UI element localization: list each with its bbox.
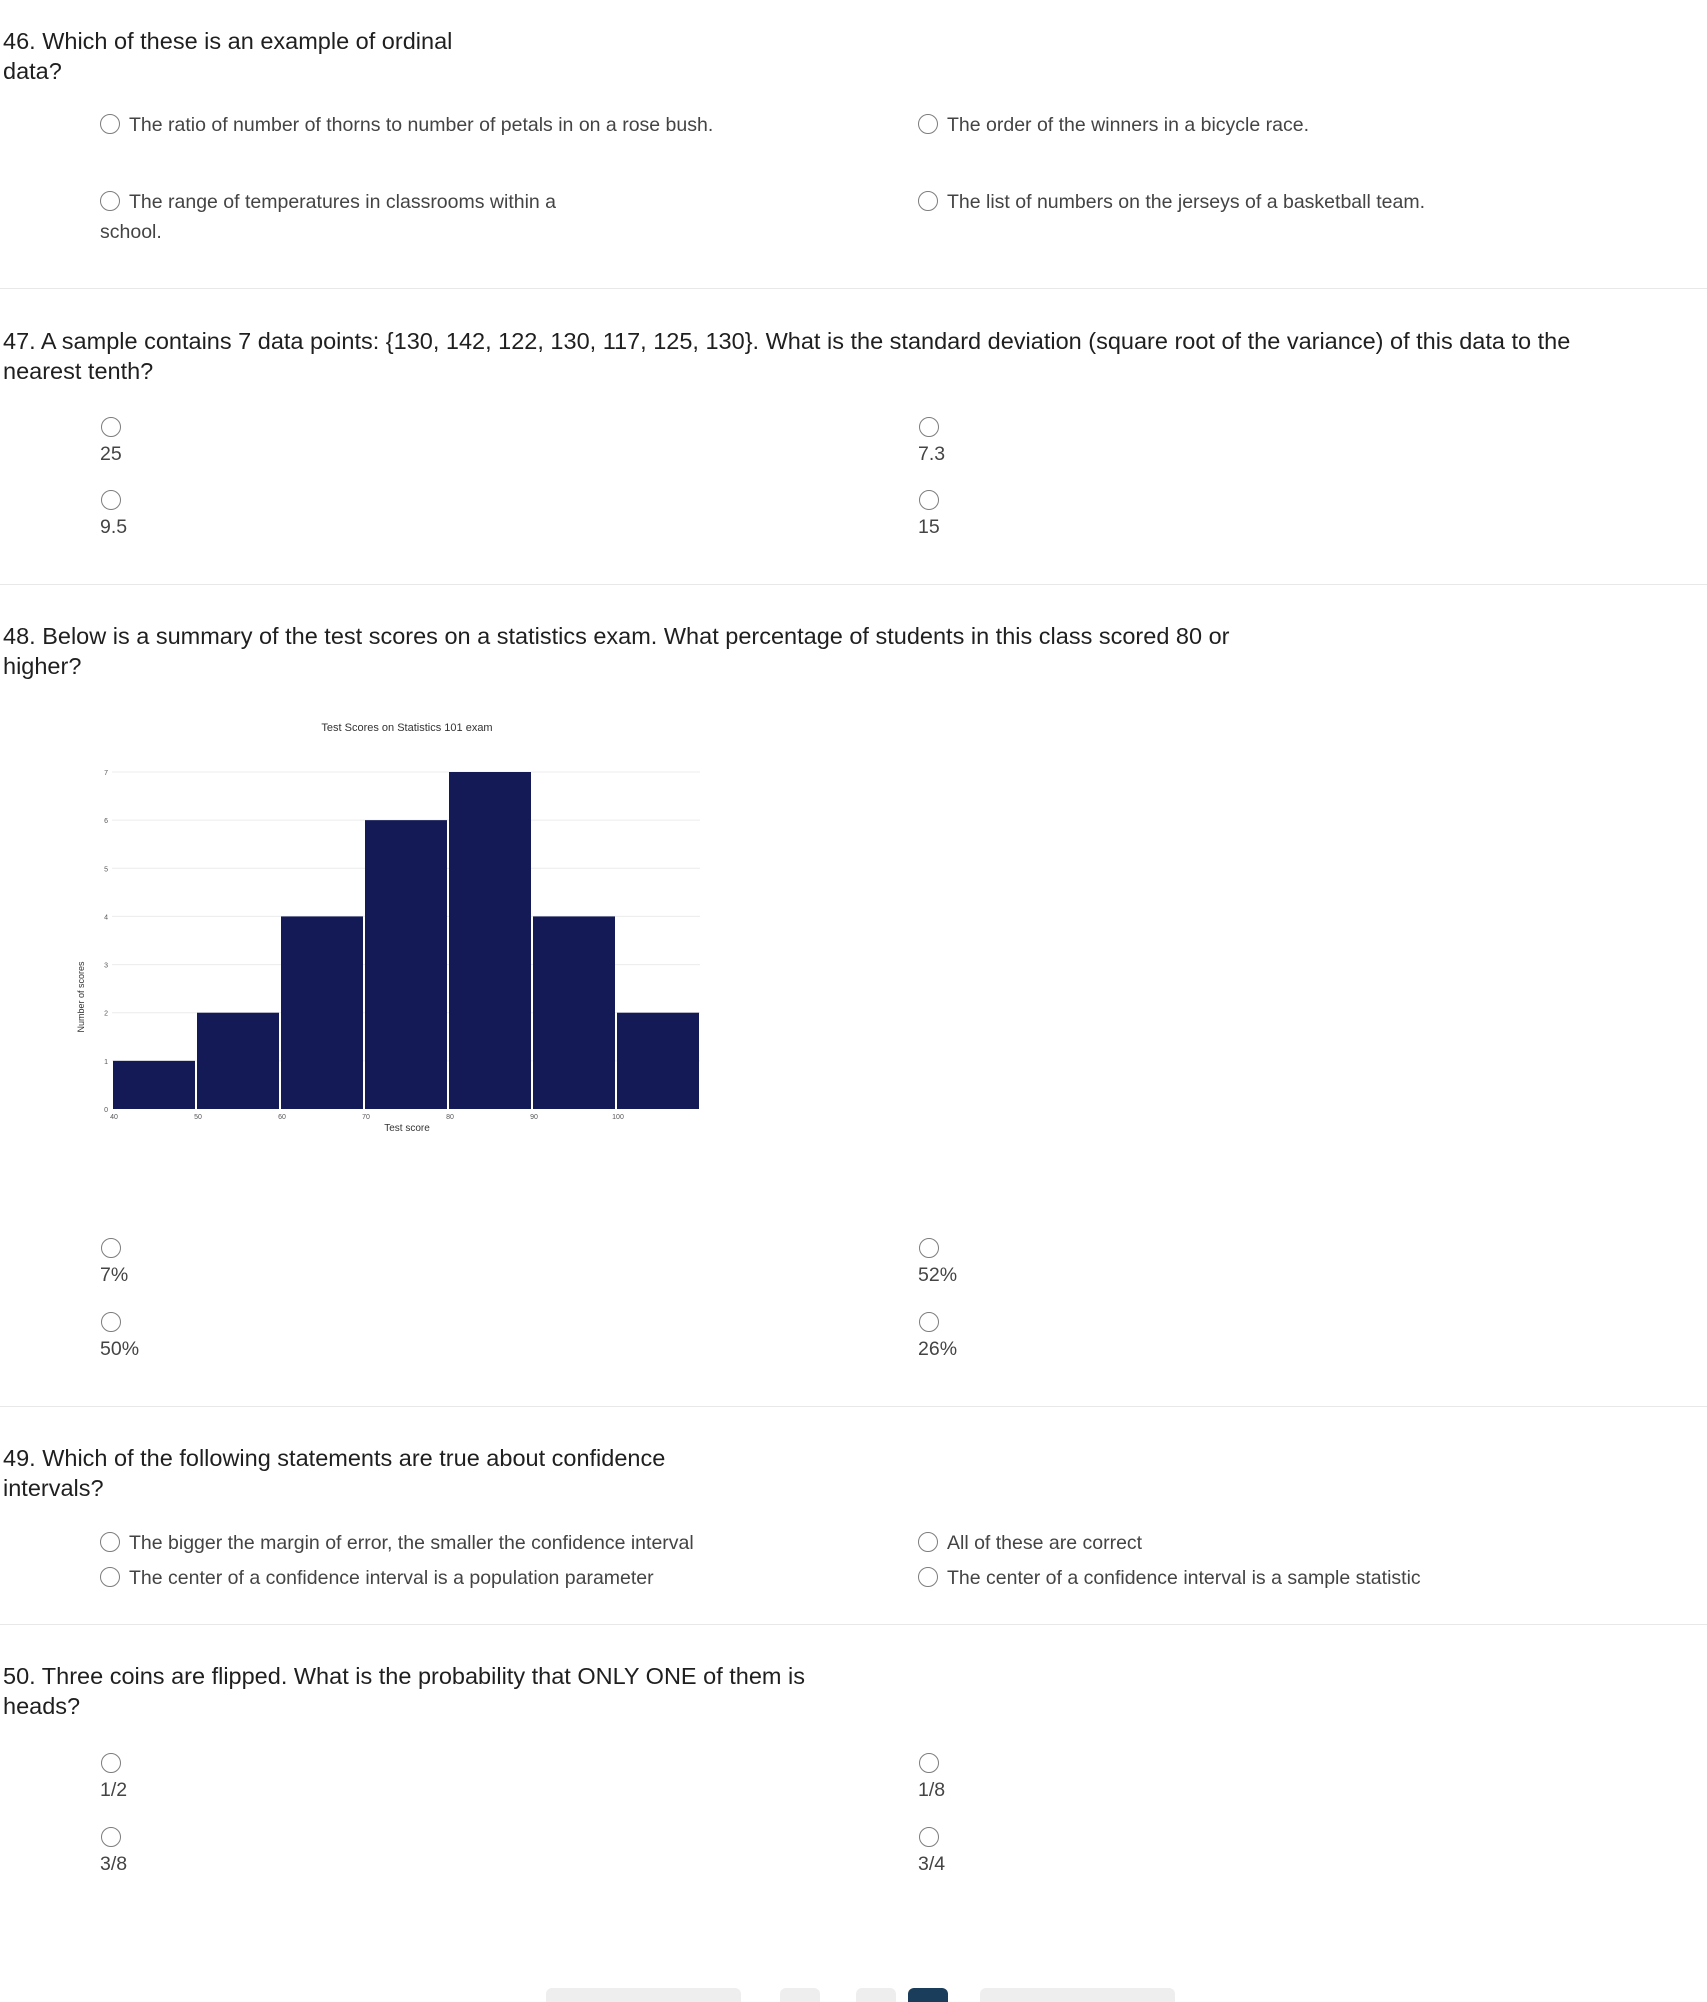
radio-button[interactable] [101,490,121,510]
q50-option-b[interactable] [918,1753,945,1802]
option-label: 15 [918,516,940,538]
y-axis-label: Number of scores [76,961,86,1033]
question-46-text: 46. Which of these is an example of ordinal data? [3,28,453,84]
previous-page-button[interactable] [546,1988,741,2002]
radio-button[interactable] [100,191,120,211]
option-label: 1/2 [100,1779,128,1801]
option-label: The order of the winners in a bicycle race. [947,114,1310,136]
radio-button[interactable] [918,114,938,134]
q48-option-d[interactable] [918,1312,957,1361]
radio-button[interactable] [919,1238,939,1258]
option-label: 3/8 [100,1853,128,1875]
option-label: 52% [918,1264,958,1286]
option-label: 50% [100,1338,140,1360]
q47-option-d[interactable] [918,490,940,539]
q49-option-a[interactable] [100,1528,900,1558]
y-tick-label: 6 [104,818,108,826]
q48-option-a[interactable] [100,1238,128,1287]
question-49 [0,1407,1707,1625]
histogram-bar [197,1013,279,1109]
q47-option-b[interactable] [918,417,945,466]
radio-button[interactable] [101,417,121,437]
radio-button[interactable] [919,1753,939,1773]
x-tick-label: 90 [530,1114,538,1121]
option-label: The ratio of number of thorns to number of petals in on a rose bush. [129,114,714,136]
x-tick-label: 70 [362,1114,370,1121]
q49-option-c[interactable] [100,1563,900,1593]
q48-option-c[interactable] [100,1312,139,1361]
question-49-text: 49. Which of the following statements are true about confidence intervals? [3,1445,666,1501]
option-label: The range of temperatures in classrooms within a school. [100,191,557,243]
histogram-bar [113,1061,195,1109]
radio-button[interactable] [101,1753,121,1773]
page-button[interactable] [856,1988,896,2002]
q48-option-b[interactable] [918,1238,957,1287]
radio-button[interactable] [101,1312,121,1332]
question-50 [0,1625,1707,1925]
histogram-bar [449,772,531,1109]
y-tick-label: 1 [104,1058,108,1066]
option-label: The list of numbers on the jerseys of a basketball team. [947,191,1425,213]
q50-option-d[interactable] [918,1827,945,1876]
radio-button[interactable] [918,191,938,211]
question-47-text: 47. A sample contains 7 data points: {130, 142, 122, 130, 117, 125, 130}. What is the standard deviation (square root of the variance) of this data to the nearest tenth? [3,328,1571,384]
y-tick-label: 4 [104,914,108,922]
x-tick-label: 60 [278,1114,286,1121]
option-label: 7% [100,1264,129,1286]
option-label: The bigger the margin of error, the smaller the confidence interval [129,1532,694,1554]
option-label: 3/4 [918,1853,946,1875]
radio-button[interactable] [919,417,939,437]
x-tick-label: 100 [612,1114,624,1121]
q47-option-c[interactable] [100,490,127,539]
radio-button[interactable] [919,490,939,510]
radio-button[interactable] [100,114,120,134]
radio-button[interactable] [918,1532,938,1552]
y-tick-label: 0 [104,1107,108,1114]
q49-option-b[interactable] [918,1528,1618,1558]
y-tick-label: 3 [104,962,108,970]
q46-option-a[interactable] [100,110,740,140]
option-label: The center of a confidence interval is a sample statistic [947,1567,1421,1589]
option-label: All of these are correct [947,1532,1143,1554]
option-label: 26% [918,1338,958,1360]
option-label: 7.3 [918,443,946,465]
test-scores-histogram [60,715,700,1145]
option-label: 1/8 [918,1779,946,1801]
y-tick-label: 7 [104,770,108,777]
question-46 [0,0,1707,289]
x-tick-label: 80 [446,1114,454,1121]
histogram-bar [533,916,615,1109]
radio-button[interactable] [918,1567,938,1587]
q47-option-a[interactable] [100,417,122,466]
radio-button[interactable] [919,1312,939,1332]
q46-option-c[interactable] [100,187,620,247]
question-47 [0,289,1707,585]
radio-button[interactable] [101,1238,121,1258]
y-tick-label: 2 [104,1010,108,1018]
q50-option-a[interactable] [100,1753,127,1802]
q50-option-c[interactable] [100,1827,127,1876]
radio-button[interactable] [100,1567,120,1587]
radio-button[interactable] [919,1827,939,1847]
histogram-bar [281,916,363,1109]
question-48-text: 48. Below is a summary of the test scores on a statistics exam. What percentage of students in this class scored 80 or higher? [3,623,1230,679]
y-axis-ticks [104,770,108,1114]
q46-option-d[interactable] [918,187,1438,217]
option-label: 9.5 [100,516,128,538]
q46-option-b[interactable] [918,110,1338,140]
y-tick-label: 5 [104,866,108,874]
radio-button[interactable] [100,1532,120,1552]
x-axis-label: Test score [384,1123,430,1134]
histogram-bar [617,1013,699,1109]
option-label: 25 [100,443,122,465]
next-page-button[interactable] [980,1988,1175,2002]
question-50-text: 50. Three coins are flipped. What is the probability that ONLY ONE of them is heads? [3,1663,806,1719]
q49-option-d[interactable] [918,1563,1618,1593]
x-axis-ticks [110,1114,624,1121]
x-tick-label: 40 [110,1114,118,1121]
radio-button[interactable] [101,1827,121,1847]
option-label: The center of a confidence interval is a population parameter [129,1567,654,1589]
question-48 [0,585,1707,1407]
chart-title: Test Scores on Statistics 101 exam [321,722,493,734]
current-page-button[interactable] [908,1988,948,2002]
chart-bars [113,772,699,1109]
histogram-bar [365,820,447,1109]
x-tick-label: 50 [194,1114,202,1121]
page-button[interactable] [780,1988,820,2002]
